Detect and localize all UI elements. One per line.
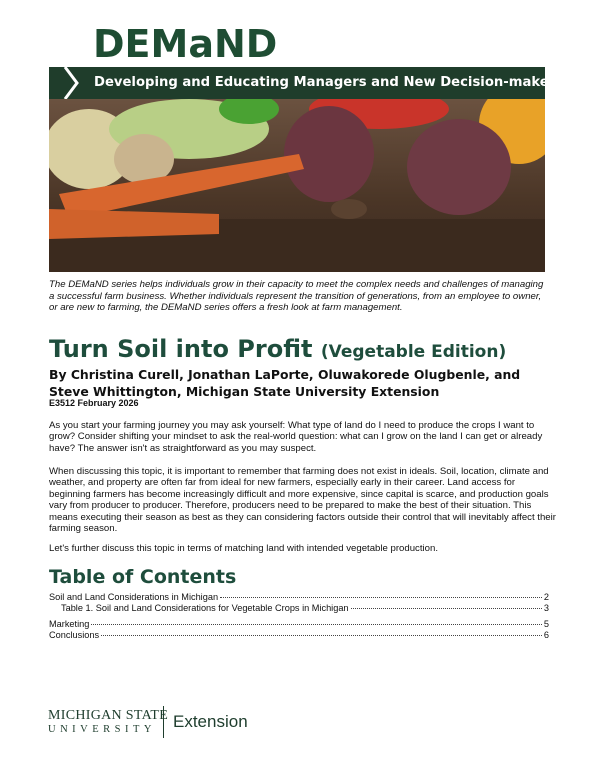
paragraph: Let's further discuss this topic in terms of matching land with intended vegetable production. <box>49 543 438 554</box>
demand-logo: DEMaND <box>93 22 278 66</box>
header-banner <box>49 67 564 99</box>
toc-label: Conclusions <box>49 630 100 640</box>
toc-page: 2 <box>543 592 549 602</box>
chevron-icon <box>61 67 81 99</box>
toc-label: Table 1. Soil and Land Considerations for Vegetable Crops in Michigan <box>61 603 349 613</box>
tagline: Developing and Educating Managers and New Decision-makers <box>94 75 564 90</box>
toc-item[interactable] <box>49 603 549 613</box>
toc-leader <box>101 635 542 636</box>
toc-page: 5 <box>543 619 549 629</box>
title-sub: (Vegetable Edition) <box>320 342 507 362</box>
toc-item[interactable] <box>49 619 549 629</box>
toc-item[interactable] <box>49 592 549 602</box>
title-main: Turn Soil into Profit <box>49 335 313 363</box>
page-title <box>49 335 506 363</box>
toc-leader <box>351 608 542 609</box>
msu-line-2: UNIVERSITY <box>48 724 156 735</box>
msu-line-1: MICHIGAN STATE <box>48 708 169 723</box>
toc-label: Marketing <box>49 619 90 629</box>
authors-line-2: Steve Whittington, Michigan State University Extension <box>49 384 440 399</box>
toc-label: Soil and Land Considerations in Michigan <box>49 592 219 602</box>
authors-line-1: By Christina Curell, Jonathan LaPorte, Oluwakorede Olugbenle, and <box>49 367 521 382</box>
vegetables-photo <box>49 99 545 272</box>
paragraph: When discussing this topic, it is important to remember that farming does not exist in ideals. Soil, location, climate and weather, and property are often far from ideal for new farmers, especially early in their career. Land access for beginning farmers has become increasingly difficult and more expensive, since capital is scarce, and production goals vary from producer to producer. Therefore, producers need to be prepared to make the best of their situation. This means executing their season as best as they can considering factors outside their control that will inevitably affect their farming season. <box>49 466 556 535</box>
toc-item[interactable] <box>49 630 549 640</box>
extension-label: Extension <box>163 706 248 738</box>
series-intro: The DEMaND series helps individuals grow in their capacity to meet the complex needs and challenges of managing a successful farm business. Whether individuals represent the transition of generations, from an employee to owner, or are new to farming, the DEMaND series offers a fresh look at farm management. <box>49 279 544 313</box>
toc-page: 3 <box>543 603 549 613</box>
toc-heading: Table of Contents <box>49 566 237 588</box>
publication-info: E3512 February 2026 <box>49 398 139 408</box>
toc-leader <box>91 624 542 625</box>
authors <box>49 366 520 400</box>
msu-logo <box>48 708 168 735</box>
toc-leader <box>220 597 542 598</box>
toc-page: 6 <box>543 630 549 640</box>
paragraph: As you start your farming journey you may ask yourself: What type of land do I need to produce the crops I want to grow? Consider shifting your mindset to ask the real-world question: what can I grow on the land I can get or already have? The answer isn't as straightforward as you may suspect. <box>49 420 543 454</box>
